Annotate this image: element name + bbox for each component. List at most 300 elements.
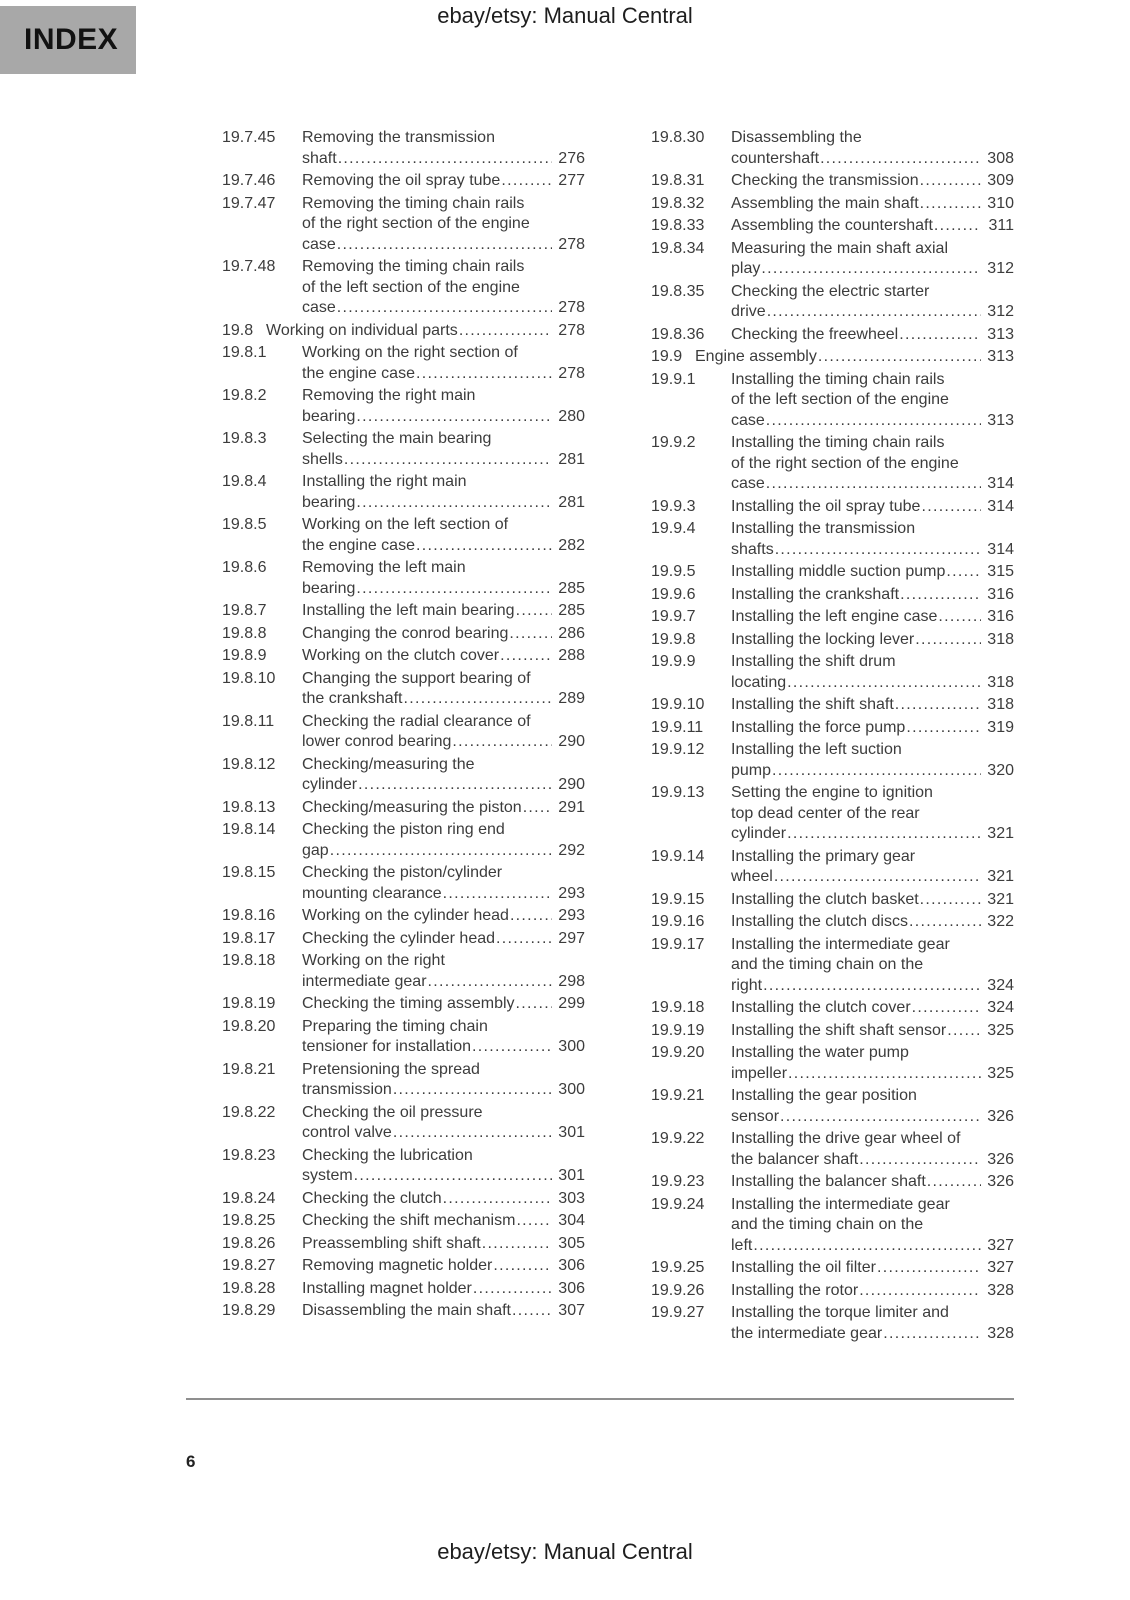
toc-entry-title — [266, 321, 585, 342]
toc-entry-number: 19.9.7 — [651, 608, 696, 625]
toc-entry-number: 19.8.10 — [222, 669, 276, 687]
toc-entry-title — [731, 1086, 1014, 1127]
toc-entry-number: 19.9.4 — [651, 520, 696, 537]
toc-entry-title-line: the crankshaft — [302, 690, 403, 707]
toc-page-number: 312 — [987, 260, 1014, 277]
toc-entry-title — [731, 1129, 1014, 1170]
toc-entry-title — [302, 906, 585, 927]
toc-entry-title-line: shells — [302, 450, 343, 468]
toc-entry-title-line: cylinder — [302, 776, 358, 793]
toc-entry-number: 19.9.8 — [651, 630, 696, 648]
toc-entry-title-line: Changing the conrod bearing — [302, 624, 509, 642]
toc-entry-title-line: Working on the clutch cover — [302, 647, 500, 664]
toc-entry-title — [302, 1060, 585, 1101]
dotted-leader — [900, 585, 981, 606]
toc-entry-title — [302, 994, 585, 1015]
toc-entry-title-line: the engine case — [302, 536, 415, 554]
toc-entry-title-line: Setting the engine to ignition — [731, 784, 933, 801]
toc-entry-title-line: Checking the oil pressure — [302, 1103, 483, 1121]
toc-page-number: 324 — [987, 976, 1014, 994]
toc-entry-title-line: mounting clearance — [302, 884, 442, 902]
toc-entry-title — [731, 652, 1014, 693]
dotted-leader — [472, 1037, 552, 1058]
toc-entry-number: 19.8.14 — [222, 821, 276, 838]
toc-entry-title-line: Assembling the main shaft — [731, 194, 919, 212]
toc-entry-number: 19.9.15 — [651, 890, 705, 908]
toc-entry — [651, 325, 1014, 346]
toc-page-number: 305 — [558, 1234, 585, 1252]
toc-entry-title-line: Installing the drive gear wheel of — [731, 1130, 961, 1147]
toc-entry-number: 19.8.18 — [222, 952, 276, 969]
toc-entry-number: 19.9.14 — [651, 847, 705, 865]
toc-entry-number: 19.8.32 — [651, 194, 705, 212]
toc-page-number: 309 — [987, 172, 1014, 189]
toc-entry-title-line: Installing magnet holder — [302, 1279, 472, 1297]
toc-entry — [222, 472, 585, 513]
toc-entry-number: 19.8.34 — [651, 239, 705, 257]
dotted-leader — [763, 976, 981, 997]
toc-entry-title-line: of the right section of the engine — [731, 454, 959, 472]
toc-page-number: 298 — [558, 972, 585, 990]
toc-entry-title — [302, 128, 585, 169]
toc-entry-title-line: the engine case — [302, 364, 415, 382]
toc-entry-number: 19.9.9 — [651, 653, 696, 670]
footer-title: ebay/etsy: Manual Central — [437, 1539, 693, 1564]
toc-entry — [222, 128, 585, 169]
dotted-leader — [920, 171, 981, 192]
toc-entry-title-line: Installing the oil filter — [731, 1259, 876, 1276]
toc-page-number: 314 — [987, 540, 1014, 558]
toc-entry-title — [302, 1211, 585, 1232]
toc-entry-title-line: Checking the electric starter — [731, 282, 930, 300]
toc-entry-title-line: Checking the clutch — [302, 1189, 442, 1207]
dotted-leader — [337, 298, 552, 319]
dotted-leader — [443, 884, 552, 905]
toc-entry — [651, 652, 1014, 693]
toc-entry-title — [731, 718, 1014, 739]
toc-page-number: 291 — [558, 798, 585, 816]
toc-entry-title — [302, 863, 585, 904]
dotted-leader — [753, 1236, 981, 1257]
toc-entry-title — [731, 519, 1014, 560]
toc-entry-number: 19.9.12 — [651, 741, 705, 758]
toc-entry-title — [731, 998, 1014, 1019]
toc-entry-number: 19.8.3 — [222, 430, 267, 447]
dotted-leader — [766, 474, 981, 495]
toc-entry — [651, 1281, 1014, 1302]
dotted-leader — [766, 411, 981, 432]
toc-entry-title-line: Installing the left main bearing — [302, 602, 515, 619]
toc-entry-number: 19.8.2 — [222, 387, 267, 404]
dotted-leader — [501, 171, 552, 192]
toc-entry — [651, 847, 1014, 888]
toc-page-number: 315 — [987, 563, 1014, 580]
toc-entry-title-line: Installing the clutch cover — [731, 999, 911, 1016]
toc-entry-number: 19.9.18 — [651, 999, 705, 1016]
toc-entry-number: 19.8.7 — [222, 602, 267, 619]
toc-entry-title-line: Removing the right main — [302, 387, 476, 404]
toc-page-number: 301 — [558, 1167, 585, 1184]
toc-page-number: 285 — [558, 602, 585, 619]
toc-page-number: 322 — [987, 913, 1014, 930]
toc-page-number: 304 — [558, 1212, 585, 1229]
toc-entry-title-line: wheel — [731, 868, 773, 885]
toc-entry-number: 19.8.6 — [222, 559, 267, 576]
toc-entry-title-line: Installing the intermediate gear — [731, 1195, 950, 1213]
toc-entry-number: 19.8.25 — [222, 1212, 276, 1229]
toc-page-number: 311 — [988, 217, 1014, 234]
toc-page-number: 288 — [558, 647, 585, 664]
toc-entry-title-line: case — [731, 411, 765, 429]
toc-page-number: 286 — [558, 624, 585, 642]
toc-entry-title-line: impeller — [731, 1064, 788, 1082]
toc-entry-number: 19.9.20 — [651, 1044, 705, 1061]
toc-entry-number: 19.8.23 — [222, 1146, 276, 1164]
toc-entry-number: 19.8.28 — [222, 1279, 276, 1297]
toc-entry — [222, 1146, 585, 1187]
toc-entry-title-line: countershaft — [731, 149, 820, 167]
toc-page-number: 313 — [987, 348, 1014, 365]
dotted-leader — [915, 630, 981, 651]
toc-entry-title-line: right — [731, 976, 763, 994]
toc-entry-number: 19.9.16 — [651, 913, 705, 930]
toc-page-number: 320 — [987, 761, 1014, 779]
toc-entry-number: 19.8.16 — [222, 907, 276, 924]
toc-entry-title — [731, 630, 1014, 651]
toc-entry — [222, 321, 585, 342]
toc-entry-title-line: Installing the intermediate gear — [731, 935, 950, 953]
toc-page-number: 314 — [987, 497, 1014, 515]
toc-column — [651, 128, 1014, 1346]
toc-entry-title — [731, 370, 1014, 432]
toc-entry-number: 19.9.1 — [651, 370, 696, 388]
dotted-leader — [523, 798, 552, 819]
toc-page-number: 276 — [558, 149, 585, 167]
toc-entry-title — [302, 1103, 585, 1144]
toc-page-number: 313 — [987, 325, 1014, 343]
toc-entry — [222, 929, 585, 950]
toc-page-number: 301 — [558, 1124, 585, 1141]
toc-entry — [651, 497, 1014, 518]
dotted-leader — [947, 1021, 981, 1042]
toc-entry — [651, 783, 1014, 845]
dotted-leader — [780, 1107, 981, 1128]
toc-entry-number: 19.8.33 — [651, 217, 705, 234]
toc-page-number: 327 — [987, 1259, 1014, 1276]
toc-entry-title-line: Checking the timing assembly — [302, 995, 515, 1012]
toc-entry-title — [731, 1195, 1014, 1257]
toc-entry-title-line: Removing the oil spray tube — [302, 172, 501, 189]
toc-entry-title-line: Assembling the countershaft — [731, 217, 933, 234]
dotted-leader — [356, 493, 552, 514]
toc-entry-title-line: Installing the shift shaft sensor — [731, 1021, 947, 1039]
dotted-leader — [820, 149, 981, 170]
toc-entry — [222, 1060, 585, 1101]
header-title: ebay/etsy: Manual Central — [437, 3, 693, 28]
toc-page-number: 325 — [987, 1064, 1014, 1082]
toc-page-number: 306 — [558, 1257, 585, 1274]
footer-page-number: 6 — [186, 1452, 196, 1471]
toc-entry — [222, 1279, 585, 1300]
toc-entry — [222, 1301, 585, 1322]
toc-entry-number: 19.8.1 — [222, 344, 267, 361]
toc-entry — [222, 1256, 585, 1277]
toc-entry-number: 19.8.11 — [222, 712, 275, 730]
toc-entry-title — [731, 1021, 1014, 1042]
toc-entry — [651, 370, 1014, 432]
toc-entry-title-line: Working on the left section of — [302, 516, 509, 533]
toc-entry — [651, 1258, 1014, 1279]
toc-entry-number: 19.9 — [651, 348, 683, 365]
toc-entry-title — [302, 646, 585, 667]
dotted-leader — [516, 601, 552, 622]
toc-page-number: 307 — [558, 1302, 585, 1319]
dotted-leader — [920, 890, 981, 911]
dotted-leader — [482, 1234, 552, 1255]
toc-entry-title-line: transmission — [302, 1081, 392, 1098]
toc-entry-title — [302, 1301, 585, 1322]
toc-entry-number: 19.8.20 — [222, 1017, 276, 1035]
toc-entry-title-line: Selecting the main bearing — [302, 430, 492, 447]
toc-entry-title — [302, 601, 585, 622]
toc-entry-title — [731, 194, 1014, 215]
dotted-leader — [767, 302, 981, 323]
table-of-contents — [222, 128, 1014, 1346]
toc-entry-title — [302, 171, 585, 192]
toc-entry — [651, 519, 1014, 560]
toc-entry-number: 19.9.10 — [651, 696, 705, 713]
toc-entry-title — [302, 1256, 585, 1277]
toc-entry-number: 19.8.30 — [651, 129, 705, 146]
toc-entry-number: 19.9.27 — [651, 1304, 705, 1321]
toc-page-number: 321 — [987, 890, 1014, 908]
toc-entry-title — [731, 171, 1014, 192]
dotted-leader — [459, 321, 552, 342]
toc-entry-title-line: pump — [731, 761, 772, 779]
toc-entry-title-line: Removing the timing chain rails — [302, 194, 525, 212]
toc-entry — [222, 820, 585, 861]
toc-page-number: 314 — [987, 475, 1014, 492]
toc-entry-number: 19.9.17 — [651, 935, 705, 953]
toc-entry-title-line: bearing — [302, 493, 356, 511]
toc-page-number: 316 — [987, 585, 1014, 603]
toc-entry — [222, 515, 585, 556]
toc-entry — [651, 718, 1014, 739]
index-tab-label: INDEX — [24, 23, 119, 56]
dotted-leader — [912, 998, 981, 1019]
toc-entry-title — [302, 798, 585, 819]
toc-page-number: 318 — [987, 630, 1014, 648]
toc-entry-number: 19.9.23 — [651, 1173, 705, 1190]
toc-entry-title-line: Installing the balancer shaft — [731, 1173, 926, 1190]
toc-entry-title-line: Disassembling the main shaft — [302, 1302, 511, 1319]
toc-entry-title — [731, 783, 1014, 845]
toc-entry-number: 19.9.2 — [651, 434, 696, 451]
toc-page-number: 280 — [558, 407, 585, 425]
toc-entry — [222, 601, 585, 622]
toc-entry — [651, 1021, 1014, 1042]
toc-entry-title — [731, 740, 1014, 781]
dotted-leader — [920, 194, 981, 215]
toc-entry-title — [302, 257, 585, 319]
dotted-leader — [493, 1256, 552, 1277]
toc-entry — [651, 585, 1014, 606]
toc-entry — [222, 1017, 585, 1058]
dotted-leader — [473, 1279, 552, 1300]
dotted-leader — [787, 824, 981, 845]
dotted-leader — [899, 325, 981, 346]
toc-entry-title-line: cylinder — [731, 825, 787, 842]
toc-entry-title-line: Removing the transmission — [302, 129, 495, 146]
toc-page-number: 292 — [558, 841, 585, 859]
toc-entry — [222, 712, 585, 753]
toc-page-number: 308 — [987, 149, 1014, 167]
toc-entry — [222, 1103, 585, 1144]
toc-page-number: 303 — [558, 1189, 585, 1207]
toc-entry-title — [302, 624, 585, 645]
toc-entry-title-line: Measuring the main shaft axial — [731, 239, 948, 257]
dotted-leader — [775, 540, 981, 561]
toc-entry-title — [731, 585, 1014, 606]
toc-entry-title-line: Installing the water pump — [731, 1044, 909, 1061]
toc-entry-title-line: Checking the piston ring end — [302, 821, 505, 838]
toc-entry-title-line: locating — [731, 673, 787, 691]
dotted-leader — [859, 1281, 981, 1302]
toc-page-number: 326 — [987, 1150, 1014, 1168]
toc-entry — [222, 1189, 585, 1210]
toc-entry-number: 19.9.24 — [651, 1195, 705, 1213]
toc-entry-title-line: Installing the left suction — [731, 741, 902, 758]
toc-page-number: 278 — [558, 235, 585, 253]
toc-entry-title — [731, 562, 1014, 583]
toc-entry — [651, 216, 1014, 237]
dotted-leader — [393, 1123, 552, 1144]
toc-entry — [222, 951, 585, 992]
toc-page-number: 289 — [558, 690, 585, 707]
toc-entry-title-line: Installing the primary gear — [731, 847, 916, 865]
toc-entry-title-line: Checking/measuring the piston — [302, 798, 522, 816]
toc-entry — [222, 669, 585, 710]
toc-entry — [222, 429, 585, 470]
toc-entry-number: 19.8.12 — [222, 755, 276, 773]
dotted-leader — [906, 718, 981, 739]
toc-entry-title-line: Changing the support bearing of — [302, 669, 531, 687]
toc-entry-title-line: Installing the left engine case — [731, 608, 938, 625]
toc-page-number: 278 — [558, 299, 585, 316]
toc-page-number: 318 — [987, 696, 1014, 713]
toc-entry-title-line: drive — [731, 303, 766, 320]
toc-entry-title — [302, 429, 585, 470]
toc-entry-title-line: gap — [302, 841, 329, 859]
toc-entry — [222, 906, 585, 927]
toc-entry — [651, 630, 1014, 651]
toc-page-number: 290 — [558, 733, 585, 750]
toc-entry — [651, 171, 1014, 192]
toc-entry-number: 19.8.21 — [222, 1060, 276, 1078]
toc-entry-title-line: play — [731, 260, 761, 277]
toc-entry-title-line: Pretensioning the spread — [302, 1060, 480, 1078]
toc-entry-title — [731, 1281, 1014, 1302]
toc-entry — [651, 890, 1014, 911]
dotted-leader — [934, 216, 981, 237]
toc-page-number: 293 — [558, 907, 585, 924]
toc-entry-title-line: Installing the crankshaft — [731, 585, 900, 603]
toc-entry-title-line: Checking the lubrication — [302, 1146, 473, 1164]
dotted-leader — [356, 579, 552, 600]
toc-page-number: 328 — [987, 1324, 1014, 1342]
toc-entry — [651, 1303, 1014, 1344]
toc-entry — [651, 433, 1014, 495]
dotted-leader — [416, 364, 552, 385]
toc-entry-title — [731, 239, 1014, 280]
toc-entry-title — [302, 515, 585, 556]
toc-entry-number: 19.9.21 — [651, 1087, 705, 1104]
toc-entry-title-line: Working on individual parts — [266, 321, 458, 339]
toc-entry-number: 19.9.11 — [651, 718, 704, 736]
dotted-leader — [354, 1166, 552, 1187]
toc-entry — [222, 171, 585, 192]
toc-entry-title-line: Checking the piston/cylinder — [302, 864, 503, 881]
toc-entry-number: 19.9.5 — [651, 563, 696, 580]
toc-entry-title-line: shafts — [731, 540, 774, 558]
toc-entry-title-line: top dead center of the rear — [731, 804, 920, 822]
toc-entry-title-line: Working on the right section of — [302, 344, 518, 361]
toc-entry-title — [302, 1146, 585, 1187]
toc-entry-title — [302, 929, 585, 950]
toc-entry — [651, 239, 1014, 280]
dotted-leader — [921, 497, 981, 518]
toc-entry-number: 19.8.31 — [651, 172, 705, 189]
toc-entry — [222, 863, 585, 904]
toc-page-number: 321 — [987, 825, 1014, 842]
toc-page-number: 326 — [987, 1107, 1014, 1125]
toc-entry-title — [731, 607, 1014, 628]
toc-entry-number: 19.8.15 — [222, 864, 276, 881]
toc-column — [222, 128, 585, 1346]
dotted-leader — [774, 867, 981, 888]
toc-entry-title-line: Installing the shift shaft — [731, 696, 894, 713]
toc-entry-title-line: tensioner for installation — [302, 1038, 471, 1055]
toc-entry-number: 19.8.36 — [651, 325, 705, 343]
toc-entry-title-line: and the timing chain on the — [731, 1216, 924, 1233]
toc-entry-number: 19.8.19 — [222, 995, 276, 1012]
toc-entry-number: 19.8.24 — [222, 1189, 276, 1207]
toc-entry-title-line: Checking the shift mechanism — [302, 1212, 516, 1229]
toc-entry-title-line: Installing the gear position — [731, 1087, 917, 1104]
toc-entry-title-line: bearing — [302, 407, 356, 425]
toc-entry-title-line: Preparing the timing chain — [302, 1017, 488, 1035]
toc-page-number: 325 — [987, 1021, 1014, 1039]
toc-entry — [651, 347, 1014, 368]
toc-page-number: 316 — [987, 608, 1014, 625]
dotted-leader — [818, 347, 981, 368]
toc-entry-title-line: Checking/measuring the — [302, 755, 475, 773]
toc-entry-title — [731, 216, 1014, 237]
toc-page-number: 277 — [558, 172, 585, 189]
dotted-leader — [330, 841, 552, 862]
toc-entry-title — [731, 128, 1014, 169]
toc-entry — [222, 194, 585, 256]
toc-page-number: 281 — [558, 493, 585, 511]
toc-entry-number: 19.8.13 — [222, 798, 276, 816]
dotted-leader — [895, 695, 981, 716]
toc-entry-title-line: Installing the oil spray tube — [731, 497, 921, 515]
toc-page-number: 312 — [987, 303, 1014, 320]
toc-entry-title-line: Checking the cylinder head — [302, 929, 496, 947]
dotted-leader — [516, 994, 552, 1015]
toc-entry-number: 19.8.35 — [651, 282, 705, 300]
toc-entry-number: 19.8.9 — [222, 647, 267, 664]
